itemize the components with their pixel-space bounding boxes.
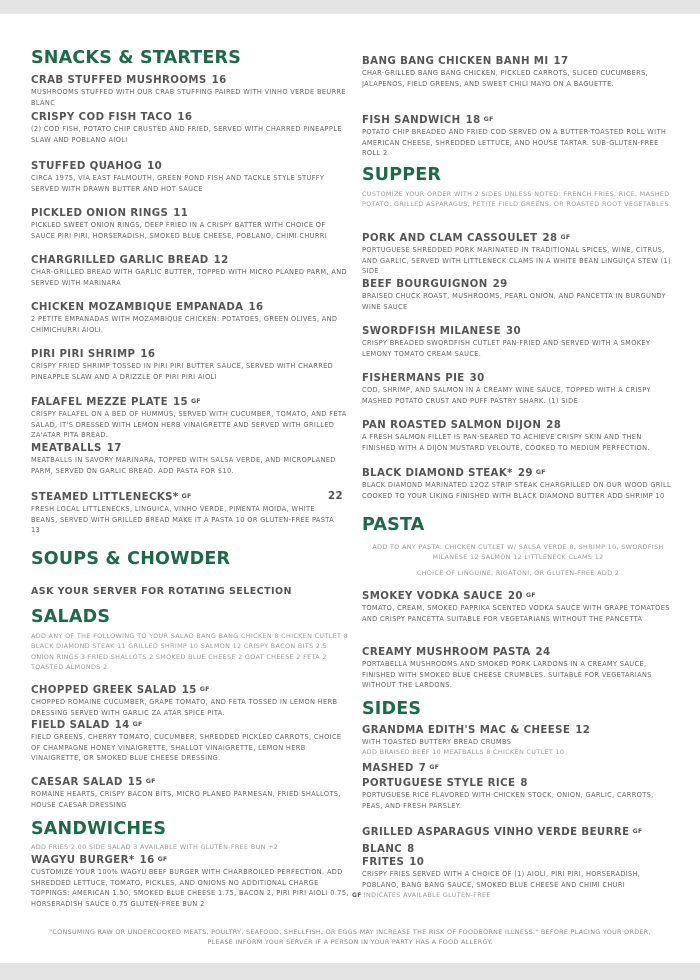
- section-title-salads: SALADS: [31, 607, 111, 627]
- menu-item: [31, 490, 343, 536]
- item-description: PORTUGUESE SHREDDED PORK MARINATED IN TRADITIONAL SPICES, WINE, CITRUS, AND GARLIC, SERVED WITH LITTLENECK CLAMS IN A WHITE BEAN LINGUIÇA STEW (1) SIDE: [362, 246, 672, 276]
- item-description: COD, SHRIMP, AND SALMON IN A CREAMY WINE SAUCE, TOPPED WITH A CRISPY MASHED POTATO CRUST AND PUFF PASTRY SHARK. (1) SIDE: [362, 386, 651, 405]
- gluten-free-badge: GF: [132, 721, 143, 728]
- section-title-soups: SOUPS & CHOWDER: [31, 549, 231, 569]
- gluten-free-legend: [352, 891, 491, 899]
- item-price: 15: [172, 397, 188, 408]
- menu-item: [31, 111, 349, 145]
- item-price: 16: [140, 349, 156, 360]
- item-description: MUSHROOMS STUFFED WITH OUR CRAB STUFFING PAIRED WITH VINHO VERDE BEURRE BLANC: [31, 88, 346, 107]
- item-description: WITH TOASTED BUTTERY BREAD CRUMBS: [362, 738, 512, 746]
- item-description: PICKLED SWEET ONION RINGS, DEEP FRIED IN A CRISPY BATTER WITH CHOICE OF SAUCE PIRI PIRI, HORSERADISH, SMOKED BLUE CHEESE, POBLANO, CHIMI CHURRI: [31, 221, 328, 240]
- item-description: MEATBALLS IN SAVORY MARINARA, TOPPED WITH SALSA VERDE, AND MICROPLANED PARM, SERVED ON GARLIC BREAD. ADD PASTA FOR $10.: [31, 456, 336, 475]
- item-description: 2 PETITE EMPANADAS WITH MOZAMBIQUE CHICKEN: POTATOES, GREEN OLIVES, AND CHIMICHURRI AIOLI.: [31, 315, 338, 334]
- salads-addon-note: ADD ANY OF THE FOLLOWING TO YOUR SALAD BANG BANG CHICKEN 8 CHICKEN CUTLET 8 BLACK DIAMOND STEAK 11 GRILLED SHRIMP 10 SALMON 12 CRISPY BACON BITS 2.5 ONION RINGS 3 FRIED SHALLOTS 2 SMOKED BLUE CHEESE 2 GOAT CHEESE 2 FETA 2 TOASTED ALMONDS 2: [31, 632, 349, 672]
- menu-item: [362, 325, 674, 359]
- section-title-sides: SIDES: [362, 699, 422, 719]
- menu-item: [362, 724, 674, 757]
- item-name: STUFFED QUAHOG 10: [31, 161, 163, 172]
- item-name: CRISPY COD FISH TACO 16: [31, 112, 193, 123]
- item-name: PIRI PIRI SHRIMP 16: [31, 349, 156, 360]
- gluten-free-badge: GF: [632, 828, 643, 835]
- section-title-pasta: PASTA: [362, 515, 425, 535]
- menu-item: [31, 254, 349, 288]
- item-name: CAESAR SALAD 15 GF: [31, 777, 156, 788]
- gluten-free-badge: GF: [145, 778, 156, 785]
- menu-item: [362, 278, 674, 312]
- item-price: 15: [127, 777, 143, 788]
- item-name: CHICKEN MOZAMBIQUE EMPANADA 16: [31, 302, 264, 313]
- menu-item: [362, 419, 674, 453]
- item-description: BRAISED CHUCK ROAST, MUSHROOMS, PEARL ONION, AND PANCETTA IN BURGUNDY WINE SAUCE: [362, 292, 666, 311]
- menu-item: [362, 825, 674, 856]
- item-name: PICKLED ONION RINGS 11: [31, 208, 189, 219]
- item-price: 17: [553, 56, 569, 67]
- item-price: 17: [106, 443, 122, 454]
- item-description: PORTUGUESE RICE FLAVORED WITH CHICKEN STOCK, ONION, GARLIC, CARROTS, PEAS, AND FRESH PARSLEY.: [362, 791, 654, 810]
- item-description: TOMATO, CREAM, SMOKED PAPRIKA SCENTED VODKA SAUCE WITH GRAPE TOMATOES AND CRISPY PANCETTA SUITABLE FOR VEGETARIANS WITHOUT THE PANCETTA: [362, 604, 670, 623]
- item-name: FRITES 10: [362, 857, 425, 868]
- item-price: 18: [465, 115, 481, 126]
- item-description: CRISPY FRIES SERVED WITH A CHOICE OF (1) AIOLI, PIRI PIRI, HORSERADISH, POBLANO, BANG BANG SAUCE, SMOKED BLUE CHEESE AND CHIMI CHURI: [362, 870, 641, 889]
- item-name: GRANDMA EDITH'S MAC & CHEESE 12: [362, 725, 591, 736]
- item-price: 30: [505, 326, 521, 337]
- item-price: 11: [173, 208, 189, 219]
- item-name: FISHERMANS PIE 30: [362, 373, 485, 384]
- item-name-continued: BLANC 8: [362, 844, 415, 855]
- menu-item: [362, 589, 674, 624]
- menu-item: [31, 853, 349, 909]
- item-price: 16: [139, 855, 155, 866]
- pasta-addon-note: ADD TO ANY PASTA: CHICKEN CUTLET W/ SALSA VERDE 8, SHRIMP 10, SWORDFISH MILANESE 12 SALMON 12 LITTLENECK CLAMS 12: [372, 543, 664, 562]
- menu-item: [362, 231, 674, 277]
- section-title-sandwiches: SANDWICHES: [31, 819, 167, 839]
- item-name: CRAB STUFFED MUSHROOMS 16: [31, 75, 227, 86]
- item-name: PORK AND CLAM CASSOULET 28 GF: [362, 233, 571, 244]
- item-name: MEATBALLS 17: [31, 443, 122, 454]
- menu-item: [362, 113, 674, 159]
- item-description: CRISPY BREADED SWORDFISH CUTLET PAN-FRIED AND SERVED WITH A SMOKEY LEMONY TOMATO CREAM SAUCE.: [362, 339, 651, 358]
- item-name: PAN ROASTED SALMON DIJON 28: [362, 420, 562, 431]
- item-price: 16: [177, 112, 193, 123]
- menu-item: [31, 442, 349, 476]
- item-description: CUSTOMIZE YOUR 100% WAGYU BEEF BURGER WITH CHARBROILED PERFECTION. ADD SHREDDED LETTUCE, TOMATO, PICKLES, AND ONIONS NO ADDITIONAL CHARGE TOPPINGS: AMERICAN 1.50, SMOKED BLUE CHEESE 1.75, BACON 2, PIRI PIRI AIOLI 0.75, HORSERADISH SAUCE 0.75 GLUTEN-FREE BUN 2: [31, 868, 349, 908]
- item-name: CHARGRILLED GARLIC BREAD 12: [31, 255, 229, 266]
- item-price: 15: [181, 685, 197, 696]
- bottom-frame-bar: [0, 963, 700, 980]
- item-price: 12: [575, 725, 591, 736]
- menu-item: [31, 207, 349, 241]
- gf-legend-text: INDICATES AVAILABLE GLUTEN-FREE: [363, 891, 491, 899]
- menu-item: [31, 74, 349, 108]
- item-name: SWORDFISH MILANESE 30: [362, 326, 521, 337]
- item-name: WAGYU BURGER* 16 GF: [31, 855, 168, 866]
- section-title-snacks: SNACKS & STARTERS: [31, 48, 242, 68]
- item-description: POTATO CHIP BREADED AND FRIED COD SERVED ON A BUTTER-TOASTED ROLL WITH AMERICAN CHEESE, SHREDDED LETTUCE, AND HOUSE TARTAR. SUB-GLUTEN-FREE ROLL 2: [362, 128, 667, 158]
- item-price: 28: [546, 420, 562, 431]
- item-description: CIRCA 1975, VIA EAST FALMOUTH, GREEN POND FISH AND TACKLE STYLE STUFFY SERVED WITH DRAWN BUTTER AND HOT SAUCE: [31, 174, 325, 193]
- item-description: ROMAINE HEARTS, CRISPY BACON BITS, MICRO PLANED PARMESAN, FRIED SHALLOTS, HOUSE CAESAR DRESSING: [31, 790, 341, 809]
- item-price: 28: [542, 233, 558, 244]
- item-name: FIELD SALAD 14 GF: [31, 720, 143, 731]
- item-description: CHAR-GRILLED BANG BANG CHICKEN, PICKLED CARROTS, SLICED CUCUMBERS, JALAPENOS, FIELD GREENS, AND SWEET CHILI MAYO ON A BAGUETTE.: [362, 69, 649, 88]
- item-price: 10: [409, 857, 425, 868]
- item-price: 22: [328, 491, 343, 502]
- item-description: FIELD GREENS, CHERRY TOMATO, CUCUMBER, SHREDDED PICKLED CARROTS, CHOICE OF CHAMPAGNE HONEY VINAIGRETTE, SHALLOT VINAIGRETTE, LEMON HERB VINAIGRETTE, OR SMOKED BLUE CHEESE DRESSING.: [31, 733, 342, 763]
- item-name: SMOKEY VODKA SAUCE 20 GF: [362, 591, 536, 602]
- menu-item: [362, 761, 674, 775]
- menu-item: [31, 395, 349, 441]
- item-price: 8: [407, 844, 415, 855]
- item-price: 20: [507, 591, 523, 602]
- menu-item: [31, 718, 349, 764]
- item-name: GRILLED ASPARAGUS VINHO VERDE BEURRE GF: [362, 827, 643, 838]
- gluten-free-badge: GF: [560, 234, 571, 241]
- item-name: BEEF BOURGUIGNON 29: [362, 279, 508, 290]
- gluten-free-badge: GF: [535, 469, 546, 476]
- menu-item: [362, 777, 674, 811]
- menu-item: [362, 55, 674, 89]
- item-description: (2) COD FISH, POTATO CHIP CRUSTED AND FRIED, SERVED WITH CHARRED PINEAPPLE SLAW AND POBLANO AIOLI: [31, 125, 342, 144]
- item-price: 29: [517, 468, 533, 479]
- gluten-free-badge: GF: [181, 493, 192, 500]
- item-name: FISH SANDWICH 18 GF: [362, 115, 494, 126]
- item-price: 29: [492, 279, 508, 290]
- item-name: MASHED 7 GF: [362, 763, 440, 774]
- item-description: CHAR-GRILLED BREAD WITH GARLIC BUTTER, TOPPED WITH MICRO PLANED PARM, AND SERVED WITH MARINARA: [31, 268, 347, 287]
- item-price: 12: [213, 255, 229, 266]
- menu-item: [31, 683, 349, 718]
- item-price: 16: [248, 302, 264, 313]
- item-price: 24: [535, 647, 551, 658]
- item-description: BLACK DIAMOND MARINATED 12OZ STRIP STEAK CHARGRILLED ON OUR WOOD GRILL COOKED TO YOUR LIKING FINISHED WITH BLACK DIAMOND BUTTER ADD SHRIMP 10: [362, 481, 672, 500]
- sandwiches-addon-note: ADD FRIES 2.00 SIDE SALAD 3 AVAILABLE WITH GLUTEN-FREE BUN +2: [31, 843, 279, 851]
- menu-item: [31, 775, 349, 810]
- item-description: FRESH LOCAL LITTLENECKS, LINGUICA, VINHO VERDE, PIMENTA MOIDA, WHITE BEANS, SERVED WITH GRILLED BREAD MAKE IT A PASTA 10 OR GLUTEN-FREE PASTA 13: [31, 505, 335, 535]
- item-price: 8: [520, 778, 528, 789]
- gluten-free-badge: GF: [525, 592, 536, 599]
- item-name: CHOPPED GREEK SALAD 15 GF: [31, 685, 210, 696]
- item-name: STEAMED LITTLENECKS* GF 22: [31, 491, 343, 503]
- supper-sides-note: CUSTOMIZE YOUR ORDER WITH 2 SIDES UNLESS NOTED: FRENCH FRIES, RICE, MASHED POTATO, GRILLED ASPARAGUS, PETITE FIELD GREENS, OR ROASTED ROOT VEGETABLES.: [362, 190, 672, 209]
- item-description: CRISPY FRIED SHRIMP TOSSED IN PIRI PIRI BUTTER SAUCE, SERVED WITH CHARRED PINEAPPLE SLAW AND A DRIZZLE OF PIRI PIRI AIOLI: [31, 362, 334, 381]
- menu-item: [31, 160, 349, 194]
- item-name: CREAMY MUSHROOM PASTA 24: [362, 647, 551, 658]
- menu-item: [362, 372, 674, 406]
- item-description: PORTABELLA MUSHROOMS AND SMOKED PORK LARDONS IN A CREAMY SAUCE, FINISHED WITH SMOKED BLUE CHEESE CRUMBLES. SUITABLE FOR VEGETARIANS WITHOUT THE LARDONS.: [362, 660, 652, 690]
- section-title-supper: SUPPER: [362, 165, 442, 185]
- gluten-free-badge: GF: [483, 116, 494, 123]
- gluten-free-badge: GF: [429, 764, 440, 771]
- item-name: PORTUGUESE STYLE RICE 8: [362, 778, 528, 789]
- pasta-choice-note: CHOICE OF LINGUINE, RIGATONI, OR GLUTEN-FREE ADD 2: [416, 569, 620, 577]
- item-name: FALAFEL MEZZE PLATE 15 GF: [31, 397, 201, 408]
- gluten-free-badge: GF: [199, 686, 210, 693]
- item-name: BANG BANG CHICKEN BANH MI 17: [362, 56, 569, 67]
- item-price: 16: [211, 75, 227, 86]
- top-frame-bar: [0, 0, 700, 14]
- item-name: BLACK DIAMOND STEAK* 29 GF: [362, 468, 546, 479]
- menu-item: [362, 646, 674, 691]
- item-addon-note: ADD BRAISED BEEF 10 MEATBALLS 8 CHICKEN CUTLET 10: [362, 747, 565, 756]
- item-price: 10: [147, 161, 163, 172]
- item-price: 30: [469, 373, 485, 384]
- item-price: 7: [418, 763, 427, 774]
- soups-note: ASK YOUR SERVER FOR ROTATING SELECTION: [31, 586, 292, 597]
- item-description: A FRESH SALMON FILLET IS PAN-SEARED TO ACHIEVE CRISPY SKIN AND THEN FINISHED WITH A DIJON MUSTARD VELOUTÉ, COOKED TO MEDIUM PERFECTION.: [362, 433, 650, 452]
- menu-item: [362, 856, 674, 890]
- menu-item: [362, 466, 674, 501]
- item-description: CRISPY FALAFEL ON A BED OF HUMMUS, SERVED WITH CUCUMBER, TOMATO, AND FETA SALAD, IT'S DRESSED WITH LEMON HERB VINAIGRETTE AND SERVED WITH GRILLED ZA'ATAR PITA BREAD.: [31, 410, 347, 440]
- gluten-free-badge: GF: [190, 398, 201, 405]
- menu-item: [31, 301, 349, 335]
- gluten-free-badge: GF: [157, 856, 168, 863]
- allergy-disclaimer: "CONSUMING RAW OR UNDERCOOKED MEATS, POULTRY, SEAFOOD, SHELLFISH, OR EGGS MAY INCREASE THE RISK OF FOODBORNE ILLNESS." BEFORE PLACING YOUR ORDER, PLEASE INFORM YOUR SERVER IF A PERSON IN YOUR PARTY HAS A FOOD ALLERGY.: [49, 928, 651, 946]
- item-price: 14: [114, 720, 130, 731]
- item-description: CHOPPED ROMAINE CUCUMBER, GRAPE TOMATO, AND FETA TOSSED IN LEMON HERB DRESSING SERVED WITH GARLIC ZA ATAR SPICE PITA.: [31, 698, 338, 717]
- menu-item: [31, 348, 349, 382]
- gf-mark: GF: [352, 892, 362, 899]
